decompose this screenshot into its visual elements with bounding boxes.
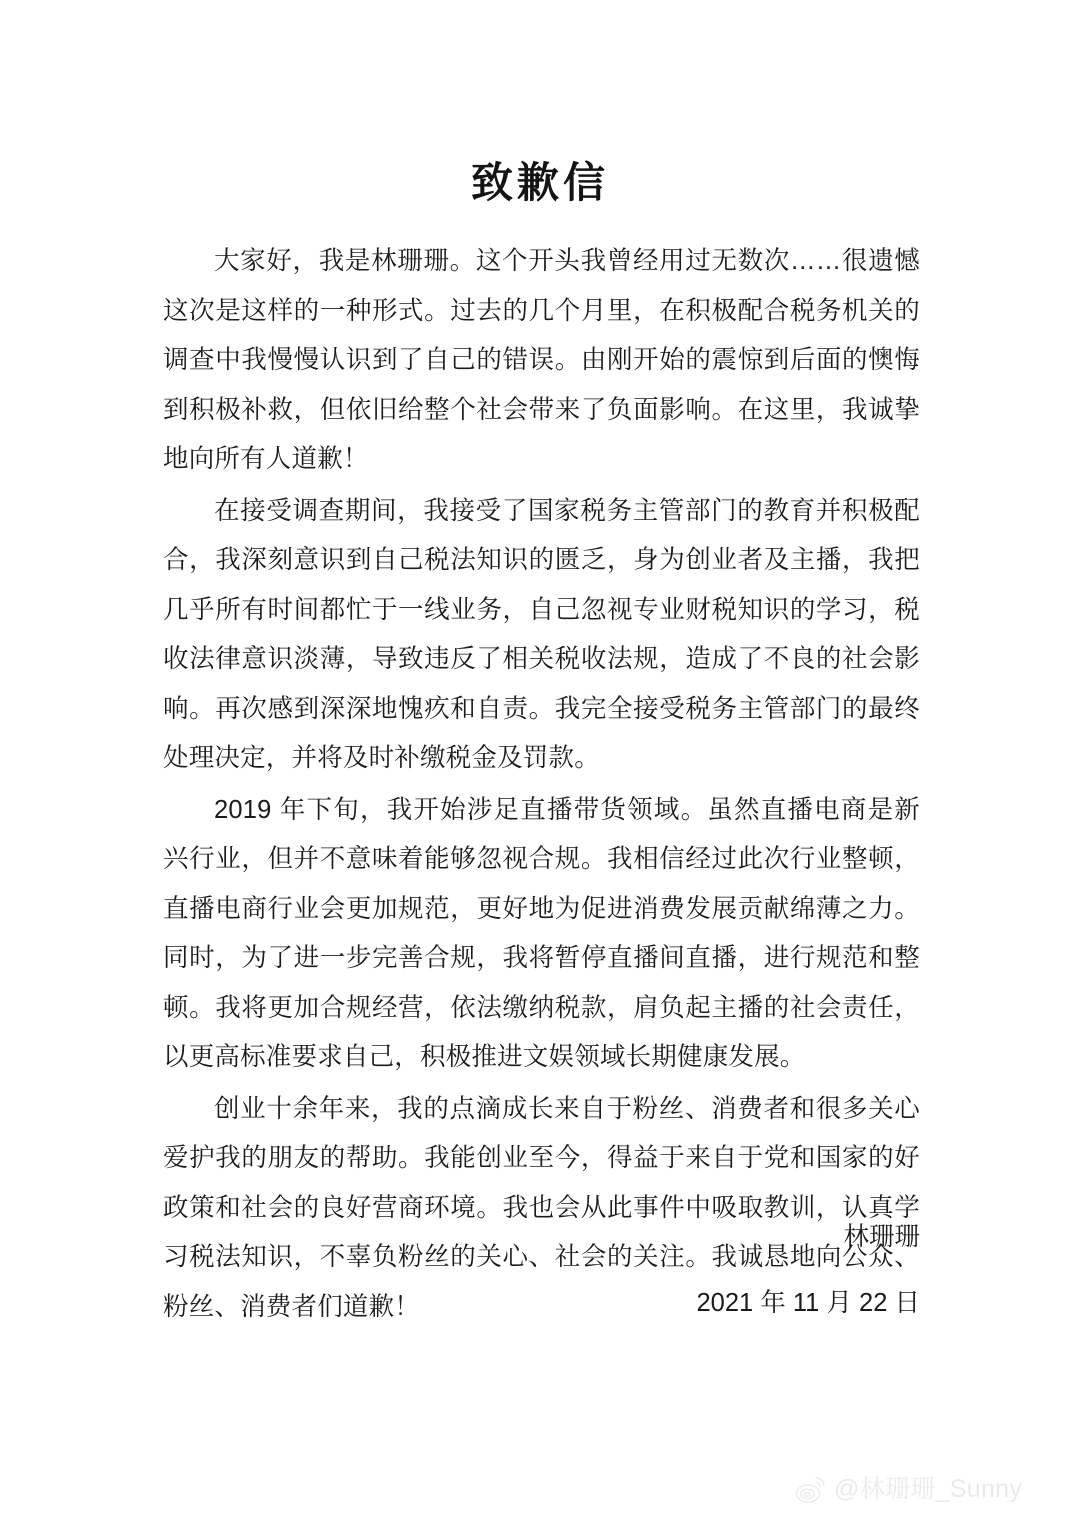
watermark [795, 1473, 1022, 1505]
page-title: 致歉信 [470, 159, 609, 207]
paragraph: 大家好，我是林珊珊。这个开头我曾经用过无数次……很遗憾这次是这样的一种形式。过去的几个月里，在积极配合税务机关的调查中我慢慢认识到了自己的错误。由刚开始的震惊到后面的懊悔到积极补救，但依旧给整个社会带来了负面影响。在这里，我诚挚地向所有人道歉！ [163, 247, 920, 473]
signature-block [163, 1213, 920, 1328]
signature-name: 林珊珊 [843, 1223, 920, 1251]
letter-body [163, 237, 920, 1334]
paragraph: 在接受调查期间，我接受了国家税务主管部门的教育并积极配合，我深刻意识到自己税法知识的匮乏，身为创业者及主播，我把几乎所有时间都忙于一线业务，自己忽视专业财税知识的学习，税收法律意识淡薄，导致违反了相关税收法规，造成了不良的社会影响。再次感到深深地愧疚和自责。我完全接受税务主管部门的最终处理决定，并将及时补缴税金及罚款。 [163, 496, 920, 772]
weibo-logo-icon [795, 1473, 827, 1505]
paragraph: 2019 年下旬，我开始涉足直播带货领域。虽然直播电商是新兴行业，但并不意味着能够忽视合规。我相信经过此次行业整顿，直播电商行业会更加规范，更好地为促进消费发展贡献绵薄之力。同时，为了进一步完善合规，我将暂停直播间直播，进行规范和整顿。我将更加合规经营，依法缴纳税款，肩负起主播的社会责任，以更高标准要求自己，积极推进文娱领域长期健康发展。 [163, 795, 920, 1071]
paragraph: 创业十余年来，我的点滴成长来自于粉丝、消费者和很多关心爱护我的朋友的帮助。我能创业至今，得益于来自于党和国家的好政策和社会的良好营商环境。我也会从此事件中吸取教训，认真学习税法知识，不辜负粉丝的关心、社会的关注。我诚恳地向公众、粉丝、消费者们道歉！ [163, 1094, 920, 1321]
watermark-handle: @林珊珊_Sunny [834, 1474, 1023, 1503]
signature-date: 2021 年 11 月 22 日 [696, 1288, 920, 1317]
